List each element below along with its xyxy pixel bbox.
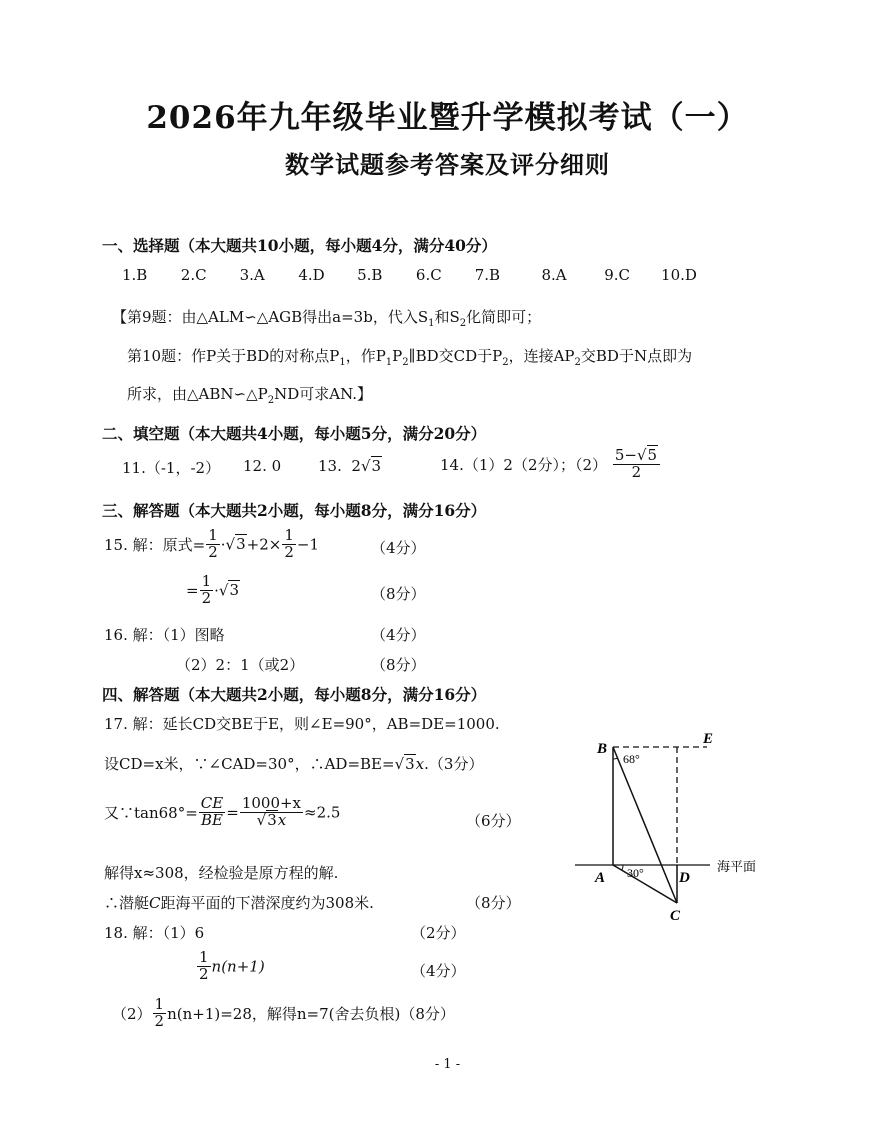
denominator: 2 [284,542,294,561]
answer-q14 [440,448,661,481]
section-heading-choice: 一、选择题（本大题共10小题，每小题4分，满分40分） [102,236,497,255]
variable: x [277,810,287,829]
angle-arc-30 [622,865,623,870]
answer-text: 14.（1）2（2分）；（2） [440,455,608,474]
numerator: 1 [208,526,218,544]
sea-level-label: 海平面 [717,860,757,875]
q15-line2: = $\frac{1}{2}$ ·√3 [186,572,240,607]
answer-item: 5.B [357,266,383,284]
note-text: 第10题：作P关于BD的对称点P [127,347,340,365]
label-D: D [679,870,690,886]
coefficient: 2 [351,457,361,475]
radicand: 3 [229,581,240,600]
numerator: 1 [154,995,165,1013]
q18-score2: （4分） [411,962,466,980]
note-text: ∥BD交CD于P [408,347,503,365]
section-heading-solve-1: 三、解答题（本大题共2小题，每小题8分，满分16分） [102,501,487,520]
q18-line1: 18. 解：（1）6 [104,924,205,942]
solution-text: 距海平面的下潜深度约为308米. [160,894,374,912]
q17-line4: 解得x≈308，经检验是原方程的解. [104,864,339,882]
fraction [282,528,296,561]
denominator: 2 [154,1011,165,1030]
answer-item: 10.D [661,266,697,284]
question-label: 15. 解：原式= [104,535,206,554]
page-subtitle: 数学试题参考答案及评分细则 [285,150,610,179]
page-number: - 1 - [434,1057,461,1072]
denominator: 2 [631,462,642,481]
numerator: 1000+x [241,794,302,812]
label-E: E [703,731,714,747]
expression: n(n+1) [211,957,265,976]
fraction [197,950,211,983]
submarine-diagram [565,725,795,925]
answer-item: 8.A [541,266,567,284]
operator: = [186,581,199,600]
q16-score2: （8分） [371,656,426,674]
q17-line3 [104,796,340,829]
radicand: 3 [267,810,277,829]
note-text: 【第9题：由△ALM∽△AGB得出a=3b，代入S [112,308,429,326]
q15-line1: 15. 解：原式= $\frac{1}{2}$ ·√3+2× $\frac{1}{2}$ −1 [104,526,319,561]
angle-label-30: 30° [627,866,644,880]
answer-item: 9.C [604,266,631,284]
variable: x [415,755,425,773]
numerator: 1 [199,948,209,966]
label-A: A [595,870,606,886]
fraction [153,997,167,1030]
fraction: $\frac{1000+x}{√3x}$ [241,794,302,829]
label-C: C [670,908,681,924]
solution-text: ∴潜艇 [104,894,150,912]
subscript: 2 [574,357,581,368]
q16-score1: （4分） [371,626,426,644]
subscript: 2 [267,395,275,406]
fraction [200,574,214,607]
answer-item: 7.B [474,266,501,284]
subscript: 2 [459,318,467,329]
solution-text: ≈2.5 [304,803,341,822]
q17-line5 [104,892,374,913]
line-BC [613,747,677,903]
subscript: 2 [402,357,409,368]
note-q10 [127,345,692,368]
radicand: 3 [236,535,246,554]
answer-item: 3.A [239,266,265,284]
note-q10-cont [127,383,372,406]
angle-label-68: 68° [623,752,640,766]
note-text: 交BD于N点即为 [580,347,693,365]
operator: −1 [296,535,319,554]
note-q9 [112,306,541,329]
q17-score5: （8分） [466,894,521,912]
solution-text: .（3分） [424,755,484,773]
operator: · [214,581,219,600]
denominator: 2 [201,588,212,607]
answer-q12: 12. 0 [243,457,282,475]
question-number: 13. [318,457,342,475]
numerator: 5− [614,446,637,464]
note-text: 和S [434,308,460,326]
answer-item: 2.C [180,266,207,284]
denominator: BE [201,810,223,829]
radicand: 3 [405,755,415,773]
q15-score2: （8分） [371,585,426,603]
operator: = [226,803,239,822]
answer-item: 6.C [415,266,442,284]
subscript: 2 [502,357,509,368]
note-text: ，连接AP [508,347,575,365]
q16-line1: 16. 解：（1）图略 [104,626,225,644]
denominator: 2 [199,964,209,983]
fraction: $\frac{5-√5}{2}$ [613,448,660,481]
section-heading-fill: 二、填空题（本大题共4小题，每小题5分，满分20分） [102,424,487,443]
solution-text: （2） [112,1004,152,1023]
answer-item: 4.D [298,266,325,284]
answer-item: 1.B [122,266,148,284]
note-text: 所求，由△ABN∽△P [127,385,268,403]
radicand: 5 [647,446,658,464]
line-AC [613,865,677,903]
note-text: P [392,347,403,365]
fraction [199,796,225,829]
note-text: ，作P [345,347,386,365]
solution-text: 设CD=x米，∵∠CAD=30°，∴AD=BE= [104,755,395,773]
operator: +2× [246,535,282,554]
q18-line3 [112,997,455,1030]
q17-line2: 设CD=x米，∵∠CAD=30°，∴AD=BE=√3x.（3分） [104,755,484,773]
section-heading-solve-2: 四、解答题（本大题共2小题，每小题8分，满分16分） [102,685,487,704]
q15-score1: （4分） [371,539,426,557]
answer-q11: 11.（-1，-2） [122,459,221,477]
q16-line2: （2）2：1（或2） [176,656,305,674]
denominator: 2 [208,542,218,561]
subscript: 1 [385,357,393,368]
q18-score1: （2分） [411,924,466,942]
operator: · [220,535,226,554]
numerator: 1 [284,526,294,544]
q17-line1: 17. 解：延长CD交BE于E，则∠E=90°，AB=DE=1000. [104,715,500,733]
answer-q13: 13. 2√3 [318,457,382,475]
radicand: 3 [371,457,382,475]
variable: C [149,894,161,912]
note-text: ND可求AN.】 [274,385,373,403]
subscript: 1 [428,318,435,329]
fraction [206,528,220,561]
q18-line2 [196,950,265,983]
numerator: 1 [201,572,212,590]
page-title: 2026年九年级毕业暨升学模拟考试（一） [146,100,749,136]
solution-text: n(n+1)=28，解得n=7(舍去负根)（8分） [167,1004,455,1023]
choice-answers [122,266,715,284]
note-text: 化简即可； [466,308,542,326]
label-B: B [597,741,608,757]
q17-score3: （6分） [466,812,521,830]
solution-text: 又∵tan68°= [104,803,198,822]
subscript: 1 [339,357,346,368]
numerator: CE [200,794,224,812]
